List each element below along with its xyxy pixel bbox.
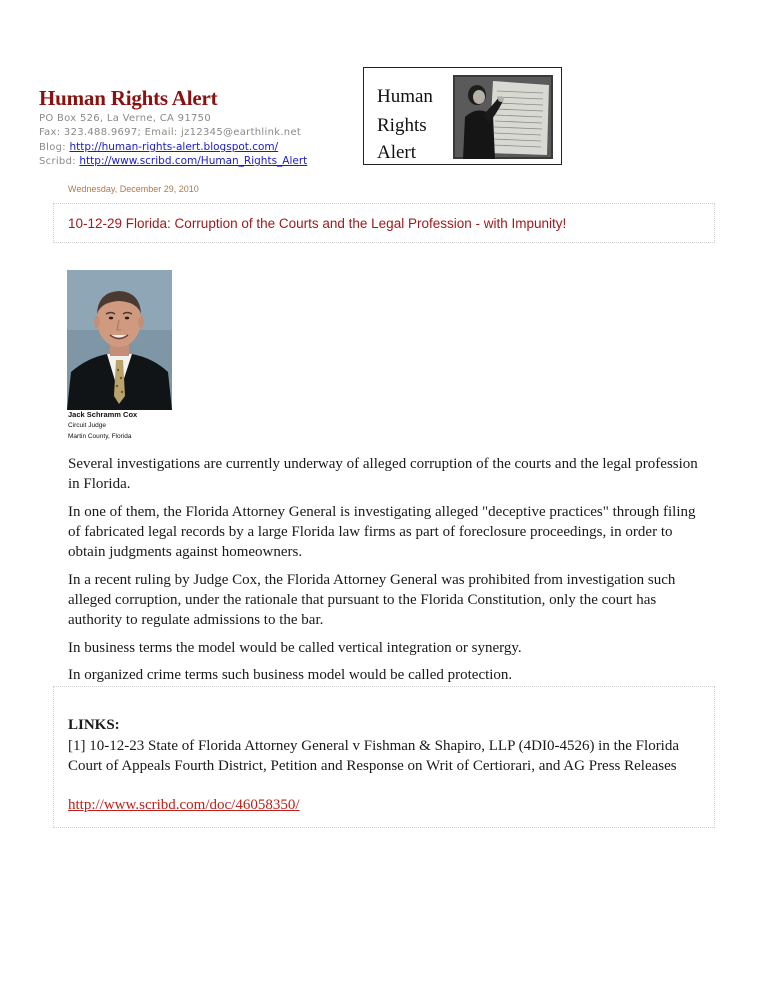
links-heading: LINKS:	[68, 717, 120, 733]
paragraph-3: In a recent ruling by Judge Cox, the Florida Attorney General was prohibited from investigation such alleged corruption, under the rationale that pursuant to the Florida Constitution, only the court has authority to regulate admissions to the bar.	[68, 572, 676, 628]
judge-photo	[67, 270, 172, 410]
post-title-box	[53, 203, 715, 243]
logo-photo-woman-holding-declaration	[453, 75, 553, 159]
logo-word-alert: Alert	[377, 142, 417, 163]
scribd-link[interactable]: http://www.scribd.com/Human_Rights_Alert	[79, 155, 308, 167]
paragraph-2: In one of them, the Florida Attorney General is investigating alleged "deceptive practices" through filing of fabricated legal records by a large Florida law firms as part of foreclosure proceedings, in order to obtain judgments against homeowners.	[68, 504, 696, 560]
caption-name: Jack Schramm Cox	[68, 410, 138, 419]
scribd-label: Scribd:	[39, 156, 80, 167]
org-name: Human Rights Alert	[39, 86, 218, 110]
scribd-doc-link[interactable]: http://www.scribd.com/doc/46058350/	[68, 797, 300, 813]
scribd-line	[39, 155, 307, 167]
link-description: [1] 10-12-23 State of Florida Attorney General v Fishman & Shapiro, LLP (4DI0-4526) in the Florida Court of Appeals Fourth District, Petition and Response on Writ of Certiorari, and AG Press Releases	[68, 738, 680, 774]
caption-title: Circuit Judge	[68, 422, 106, 429]
paragraph-1: Several investigations are currently underway of alleged corruption of the courts and the legal profession in Florida.	[68, 456, 698, 492]
blog-link[interactable]: http://human-rights-alert.blogspot.com/	[69, 141, 279, 153]
post-title[interactable]: 10-12-29 Florida: Corruption of the Courts and the Legal Profession - with Impunity!	[68, 216, 567, 231]
blog-label: Blog:	[39, 142, 70, 153]
fax-email-line: Fax: 323.488.9697; Email: jz12345@earthlink.net	[39, 127, 302, 138]
caption-county: Martin County, Florida	[68, 433, 132, 440]
paragraph-4: In business terms the model would be called vertical integration or synergy.	[68, 640, 522, 656]
logo-box	[363, 67, 562, 165]
logo-word-human: Human	[377, 86, 433, 107]
post-date: Wednesday, December 29, 2010	[68, 184, 199, 194]
blog-line	[39, 141, 278, 153]
links-box	[53, 686, 715, 828]
address-line: PO Box 526, La Verne, CA 91750	[39, 113, 211, 124]
logo-word-rights: Rights	[377, 115, 427, 136]
paragraph-5: In organized crime terms such business model would be called protection.	[68, 667, 513, 683]
